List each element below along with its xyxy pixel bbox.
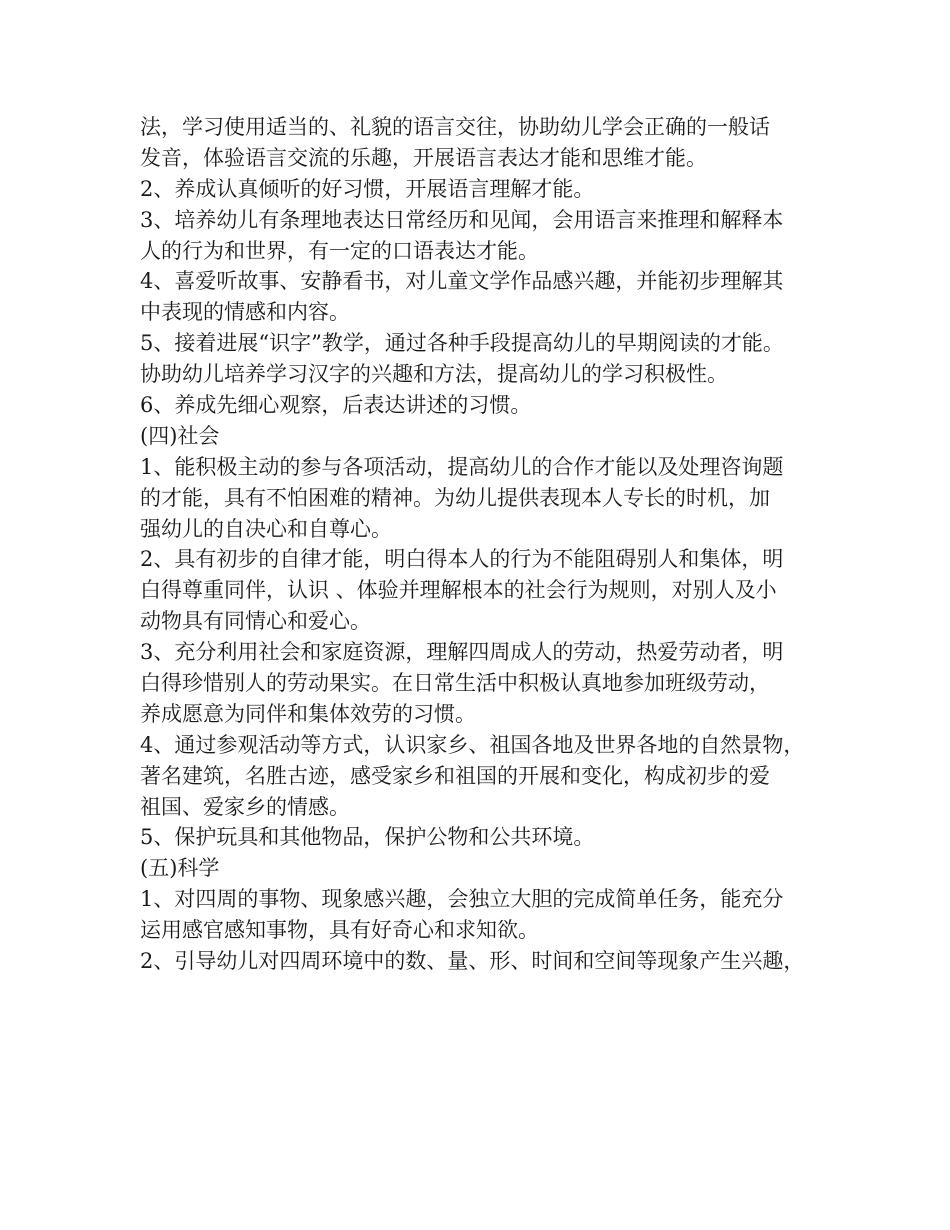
- text-line: 强幼儿的自决心和自尊心。: [140, 516, 392, 541]
- text-line: 4、喜爱听故事、安静看书，对儿童文学作品感兴趣，并能初步理解其: [140, 269, 784, 294]
- section-heading-science: (五)科学: [140, 856, 220, 881]
- text-line: 法，学习使用适当的、礼貌的语言交往，协助幼儿学会正确的一般话: [140, 115, 770, 139]
- document-body: [140, 112, 820, 977]
- text-line: 祖国、爱家乡的情感。: [140, 794, 350, 819]
- text-line: 3、培养幼儿有条理地表达日常经历和见闻，会用语言来推理和解释本: [140, 207, 784, 232]
- text-line: 1、能积极主动的参与各项活动，提高幼儿的合作才能以及处理咨询题: [140, 454, 784, 479]
- text-line: 中表现的情感和内容。: [140, 300, 350, 325]
- text-line: 2、具有初步的自律才能，明白得本人的行为不能阻碍别人和集体，明: [140, 547, 784, 572]
- text-line: 5、保护玩具和其他物品，保护公物和公共环境。: [140, 825, 595, 850]
- text-line: 白得珍惜别人的劳动果实。在日常生活中积极认真地参加班级劳动，: [140, 671, 770, 696]
- text-line: 的才能，具有不怕困难的精神。为幼儿提供表现本人专长的时机，加: [140, 485, 770, 510]
- text-line: 1、对四周的事物、现象感兴趣，会独立大胆的完成简单任务，能充分: [140, 887, 784, 912]
- text-line: 著名建筑，名胜古迹，感受家乡和祖国的开展和变化，构成初步的爱: [140, 763, 770, 788]
- text-line: 2、引导幼儿对四周环境中的数、量、形、时间和空间等现象产生兴趣，: [140, 949, 805, 974]
- section-heading-social: (四)社会: [140, 423, 220, 448]
- text-line: 人的行为和世界，有一定的口语表达才能。: [140, 238, 539, 263]
- text-line: 2、养成认真倾听的好习惯，开展语言理解才能。: [140, 176, 595, 201]
- text-line: 6、养成先细心观察，后表达讲述的习惯。: [140, 393, 532, 418]
- text-line: 养成愿意为同伴和集体效劳的习惯。: [140, 701, 476, 726]
- text-line: 4、通过参观活动等方式，认识家乡、祖国各地及世界各地的自然景物，: [140, 732, 805, 757]
- text-line: 协助幼儿培养学习汉字的兴趣和方法，提高幼儿的学习积极性。: [140, 362, 728, 387]
- text-line: 动物具有同情心和爱心。: [140, 609, 371, 634]
- text-line: 白得尊重同伴，认识 、体验并理解根本的社会行为规则，对别人及小: [140, 578, 777, 603]
- text-line: 3、充分利用社会和家庭资源，理解四周成人的劳动，热爱劳动者，明: [140, 640, 784, 665]
- text-line: 发音，体验语言交流的乐趣，开展语言表达才能和思维才能。: [140, 145, 707, 170]
- text-line: 运用感官感知事物，具有好奇心和求知欲。: [140, 918, 539, 943]
- text-line: 5、接着进展“识字”教学，通过各种手段提高幼儿的早期阅读的才能。: [140, 331, 784, 356]
